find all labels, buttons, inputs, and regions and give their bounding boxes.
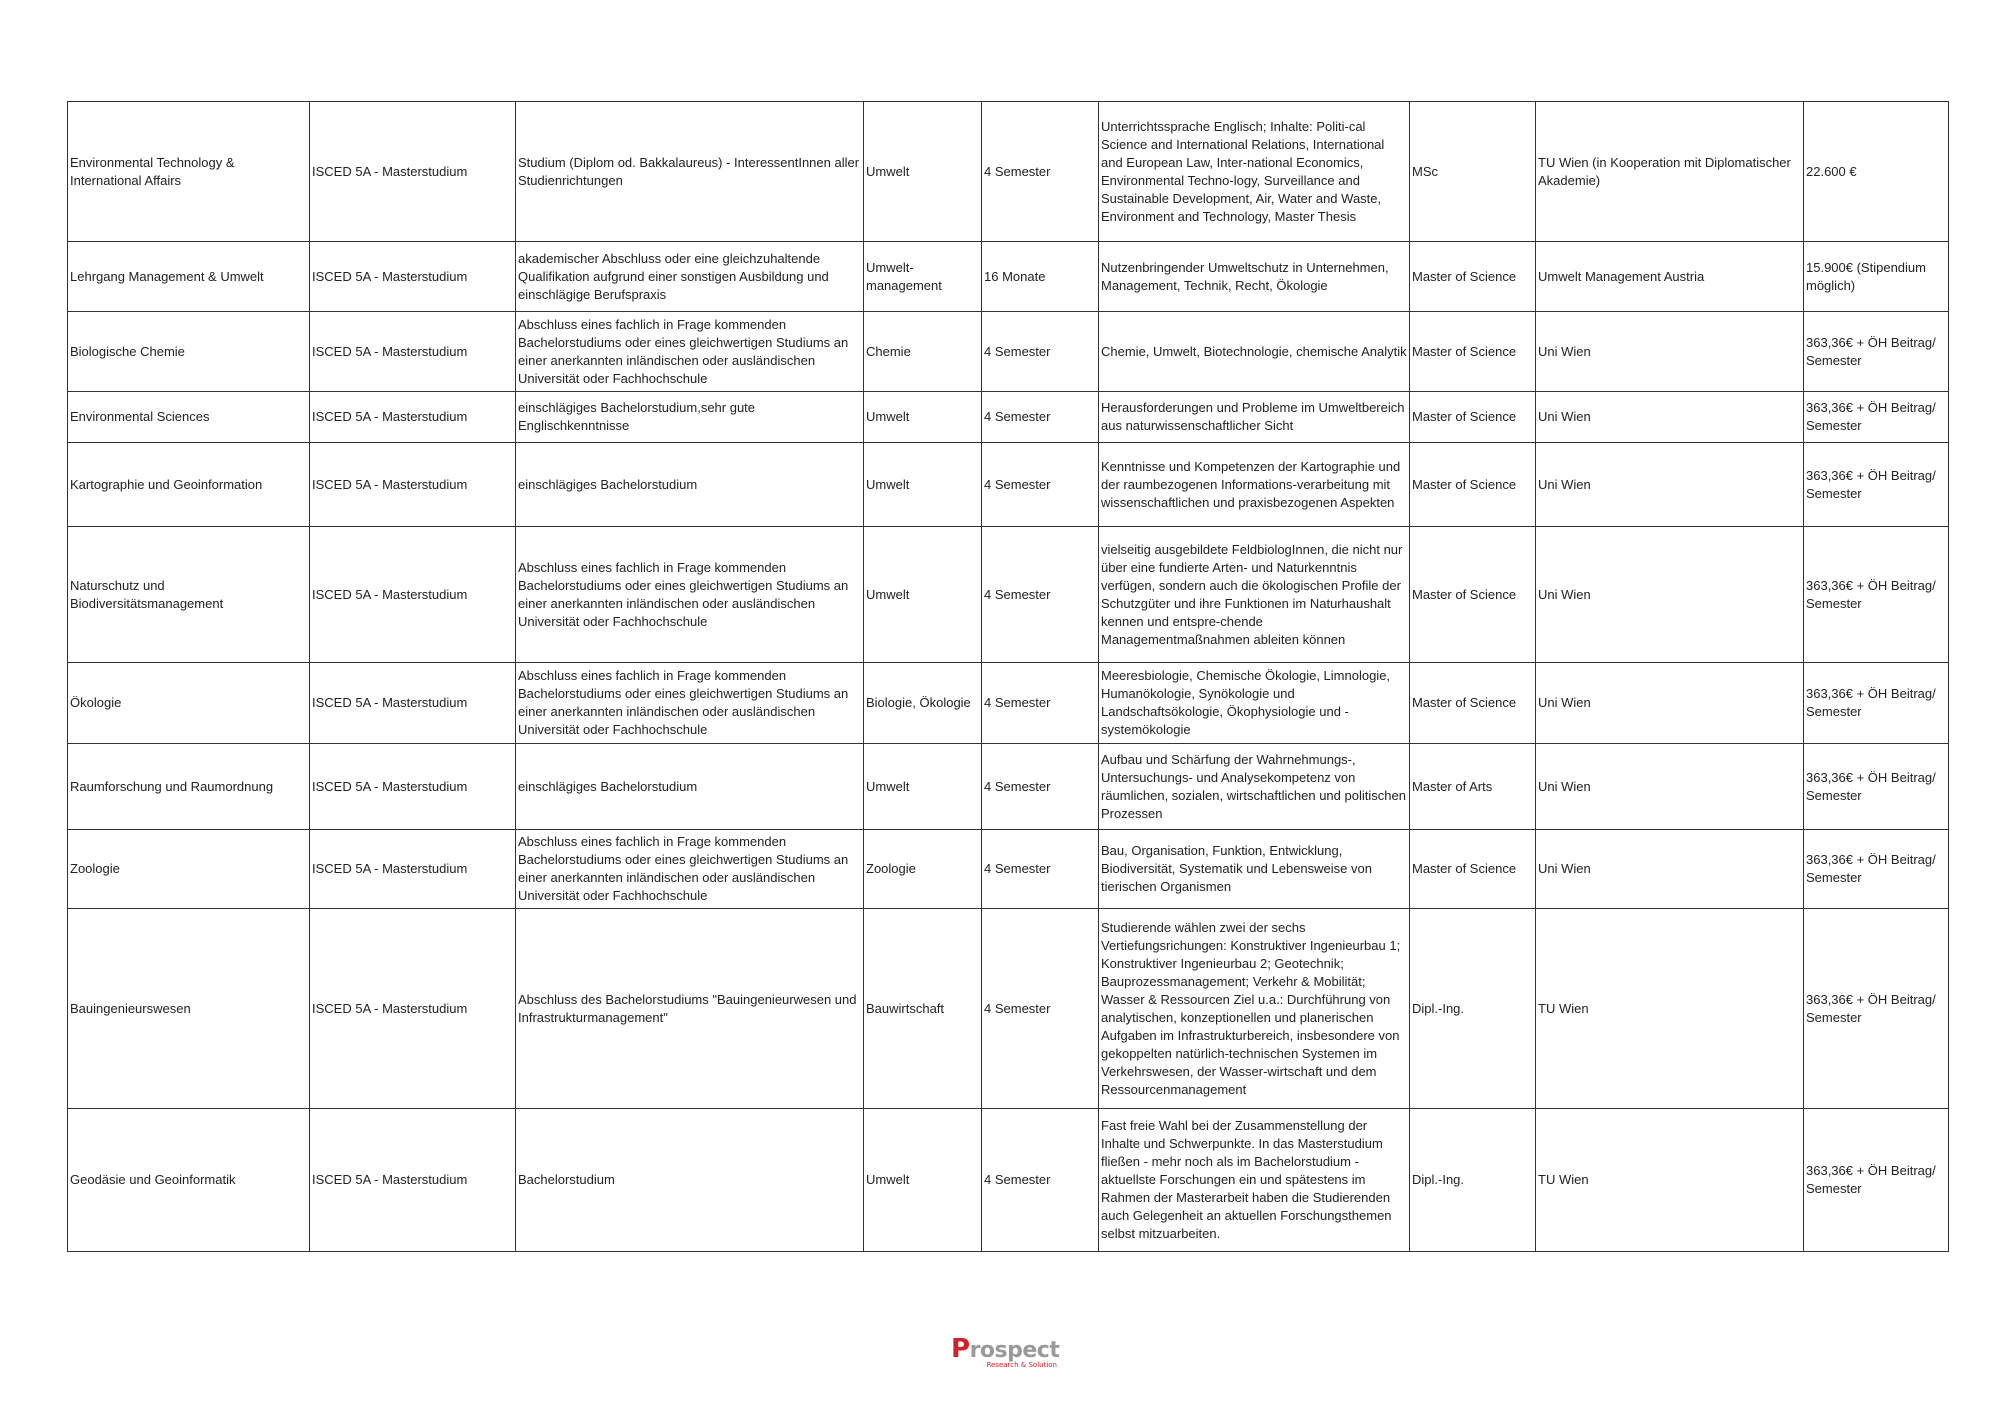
provider-cell: TU Wien [1536, 1109, 1804, 1252]
field-cell: Umwelt [864, 744, 982, 830]
duration-cell: 16 Monate [982, 242, 1099, 312]
table-row [68, 1109, 1949, 1252]
cost-cell: 363,36€ + ÖH Beitrag/ Semester [1804, 392, 1949, 443]
provider-cell: Uni Wien [1536, 830, 1804, 909]
content-cell: Unterrichtssprache Englisch; Inhalte: Politi-cal Science and International Relations, International and European Law, Inter-national Economics, Environmental Techno-logy, Surveillance and Sustainable Development, Air, Water and Waste, Environment and Technology, Master Thesis [1099, 102, 1410, 242]
programs-table [67, 101, 1949, 1252]
requirements-cell: akademischer Abschluss oder eine gleichzuhaltende Qualifikation aufgrund einer sonstigen Ausbildung und einschlägige Berufspraxis [516, 242, 864, 312]
table-row [68, 443, 1949, 527]
degree-cell: Dipl.-Ing. [1410, 909, 1536, 1109]
table-row [68, 830, 1949, 909]
field-cell: Umwelt-management [864, 242, 982, 312]
duration-cell: 4 Semester [982, 312, 1099, 392]
content-cell: Fast freie Wahl bei der Zusammenstellung der Inhalte und Schwerpunkte. In das Masterstudium fließen - mehr noch als im Bachelorstudium - aktuellste Forschungen ein und spätestens im Rahmen der Masterarbeit haben die Studierenden auch Gelegenheit an aktuellen Forschungsthemen selbst mitzuarbeiten. [1099, 1109, 1410, 1252]
provider-cell: Uni Wien [1536, 443, 1804, 527]
table-row [68, 392, 1949, 443]
cost-cell: 363,36€ + ÖH Beitrag/ Semester [1804, 909, 1949, 1109]
provider-cell: TU Wien (in Kooperation mit Diplomatischer Akademie) [1536, 102, 1804, 242]
duration-cell: 4 Semester [982, 744, 1099, 830]
field-cell: Chemie [864, 312, 982, 392]
isced-level-cell: ISCED 5A - Masterstudium [310, 392, 516, 443]
isced-level-cell: ISCED 5A - Masterstudium [310, 663, 516, 744]
duration-cell: 4 Semester [982, 830, 1099, 909]
isced-level-cell: ISCED 5A - Masterstudium [310, 312, 516, 392]
cost-cell: 363,36€ + ÖH Beitrag/ Semester [1804, 744, 1949, 830]
field-cell: Umwelt [864, 443, 982, 527]
field-cell: Bauwirtschaft [864, 909, 982, 1109]
duration-cell: 4 Semester [982, 909, 1099, 1109]
table-row [68, 744, 1949, 830]
requirements-cell: Bachelorstudium [516, 1109, 864, 1252]
table-row [68, 527, 1949, 663]
content-cell: Nutzenbringender Umweltschutz in Unternehmen, Management, Technik, Recht, Ökologie [1099, 242, 1410, 312]
content-cell: Bau, Organisation, Funktion, Entwicklung, Biodiversität, Systematik und Lebensweise von tierischen Organismen [1099, 830, 1410, 909]
requirements-cell: einschlägiges Bachelorstudium,sehr gute Englischkenntnisse [516, 392, 864, 443]
content-cell: Herausforderungen und Probleme im Umweltbereich aus naturwissenschaftlicher Sicht [1099, 392, 1410, 443]
duration-cell: 4 Semester [982, 663, 1099, 744]
duration-cell: 4 Semester [982, 1109, 1099, 1252]
isced-level-cell: ISCED 5A - Masterstudium [310, 242, 516, 312]
requirements-cell: Studium (Diplom od. Bakkalaureus) - InteressentInnen aller Studienrichtungen [516, 102, 864, 242]
field-cell: Umwelt [864, 392, 982, 443]
field-cell: Biologie, Ökologie [864, 663, 982, 744]
duration-cell: 4 Semester [982, 443, 1099, 527]
provider-cell: Uni Wien [1536, 312, 1804, 392]
degree-cell: Master of Science [1410, 663, 1536, 744]
table-row [68, 663, 1949, 744]
requirements-cell: Abschluss eines fachlich in Frage kommenden Bachelorstudiums oder eines gleichwertigen Studiums an einer anerkannten inländischen oder ausländischen Universität oder Fachhochschule [516, 830, 864, 909]
field-cell: Umwelt [864, 527, 982, 663]
program-name-cell: Raumforschung und Raumordnung [68, 744, 310, 830]
program-name-cell: Kartographie und Geoinformation [68, 443, 310, 527]
logo-wordmark: Prospect [951, 1334, 1060, 1364]
requirements-cell: einschlägiges Bachelorstudium [516, 744, 864, 830]
content-cell: Aufbau und Schärfung der Wahrnehmungs-, Untersuchungs- und Analysekompetenz von räumlichen, sozialen, wirtschaftlichen und politischen Prozessen [1099, 744, 1410, 830]
degree-cell: Master of Science [1410, 392, 1536, 443]
field-cell: Umwelt [864, 102, 982, 242]
table-row [68, 312, 1949, 392]
table-row [68, 909, 1949, 1109]
requirements-cell: Abschluss des Bachelorstudiums "Bauingenieurwesen und Infrastrukturmanagement" [516, 909, 864, 1109]
provider-cell: Uni Wien [1536, 744, 1804, 830]
logo-tagline: Research & Solution [986, 1361, 1057, 1369]
cost-cell: 363,36€ + ÖH Beitrag/ Semester [1804, 663, 1949, 744]
isced-level-cell: ISCED 5A - Masterstudium [310, 830, 516, 909]
cost-cell: 363,36€ + ÖH Beitrag/ Semester [1804, 1109, 1949, 1252]
cost-cell: 22.600 € [1804, 102, 1949, 242]
program-name-cell: Environmental Sciences [68, 392, 310, 443]
field-cell: Umwelt [864, 1109, 982, 1252]
content-cell: Kenntnisse und Kompetenzen der Kartographie und der raumbezogenen Informations-verarbeitung mit wissenschaftlichen und praxisbezogenen Aspekten [1099, 443, 1410, 527]
requirements-cell: Abschluss eines fachlich in Frage kommenden Bachelorstudiums oder eines gleichwertigen Studiums an einer anerkannten inländischen oder ausländischen Universität oder Fachhochschule [516, 312, 864, 392]
degree-cell: Master of Science [1410, 242, 1536, 312]
provider-cell: Umwelt Management Austria [1536, 242, 1804, 312]
provider-cell: Uni Wien [1536, 663, 1804, 744]
degree-cell: Master of Science [1410, 527, 1536, 663]
program-name-cell: Zoologie [68, 830, 310, 909]
duration-cell: 4 Semester [982, 102, 1099, 242]
degree-cell: MSc [1410, 102, 1536, 242]
provider-cell: Uni Wien [1536, 527, 1804, 663]
requirements-cell: Abschluss eines fachlich in Frage kommenden Bachelorstudiums oder eines gleichwertigen Studiums an einer anerkannten inländischen oder ausländischen Universität oder Fachhochschule [516, 527, 864, 663]
cost-cell: 363,36€ + ÖH Beitrag/ Semester [1804, 312, 1949, 392]
content-cell: Studierende wählen zwei der sechs Vertiefungsrichungen: Konstruktiver Ingenieurbau 1; Konstruktiver Ingenieurbau 2; Geotechnik; Bauprozessmanagement; Verkehr & Mobilität; Wasser & Ressourcen Ziel u.a.: Durchführung von analytischen, konzeptionellen und planerischen Aufgaben im Infrastrukturbereich, insbesondere von gekoppelten natürlich-technischen Systemen im Verkehrswesen, der Wasser-wirtschaft und dem Ressourcenmanagement [1099, 909, 1410, 1109]
degree-cell: Master of Science [1410, 443, 1536, 527]
degree-cell: Master of Arts [1410, 744, 1536, 830]
requirements-cell: Abschluss eines fachlich in Frage kommenden Bachelorstudiums oder eines gleichwertigen Studiums an einer anerkannten inländischen oder ausländischen Universität oder Fachhochschule [516, 663, 864, 744]
table-row [68, 242, 1949, 312]
program-name-cell: Environmental Technology & International Affairs [68, 102, 310, 242]
cost-cell: 15.900€ (Stipendium möglich) [1804, 242, 1949, 312]
requirements-cell: einschlägiges Bachelorstudium [516, 443, 864, 527]
program-name-cell: Biologische Chemie [68, 312, 310, 392]
program-name-cell: Bauingenieurswesen [68, 909, 310, 1109]
field-cell: Zoologie [864, 830, 982, 909]
content-cell: Meeresbiologie, Chemische Ökologie, Limnologie, Humanökologie, Synökologie und Landschaftsökologie, Ökophysiologie und - systemökologie [1099, 663, 1410, 744]
program-name-cell: Geodäsie und Geoinformatik [68, 1109, 310, 1252]
cost-cell: 363,36€ + ÖH Beitrag/ Semester [1804, 527, 1949, 663]
cost-cell: 363,36€ + ÖH Beitrag/ Semester [1804, 830, 1949, 909]
content-cell: vielseitig ausgebildete FeldbiologInnen, die nicht nur über eine fundierte Arten- und Naturkenntnis verfügen, sondern auch die ökologischen Profile der Schutzgüter und ihre Funktionen im Naturhaushalt kennen und entspre-chende Managementmaßnahmen ableiten können [1099, 527, 1410, 663]
provider-cell: Uni Wien [1536, 392, 1804, 443]
cost-cell: 363,36€ + ÖH Beitrag/ Semester [1804, 443, 1949, 527]
program-name-cell: Lehrgang Management & Umwelt [68, 242, 310, 312]
program-name-cell: Ökologie [68, 663, 310, 744]
isced-level-cell: ISCED 5A - Masterstudium [310, 443, 516, 527]
isced-level-cell: ISCED 5A - Masterstudium [310, 909, 516, 1109]
program-name-cell: Naturschutz und Biodiversitätsmanagement [68, 527, 310, 663]
isced-level-cell: ISCED 5A - Masterstudium [310, 744, 516, 830]
duration-cell: 4 Semester [982, 527, 1099, 663]
provider-cell: TU Wien [1536, 909, 1804, 1109]
degree-cell: Master of Science [1410, 312, 1536, 392]
isced-level-cell: ISCED 5A - Masterstudium [310, 102, 516, 242]
content-cell: Chemie, Umwelt, Biotechnologie, chemische Analytik [1099, 312, 1410, 392]
table-row [68, 102, 1949, 242]
prospect-logo [951, 1334, 1061, 1370]
isced-level-cell: ISCED 5A - Masterstudium [310, 527, 516, 663]
degree-cell: Dipl.-Ing. [1410, 1109, 1536, 1252]
isced-level-cell: ISCED 5A - Masterstudium [310, 1109, 516, 1252]
duration-cell: 4 Semester [982, 392, 1099, 443]
degree-cell: Master of Science [1410, 830, 1536, 909]
